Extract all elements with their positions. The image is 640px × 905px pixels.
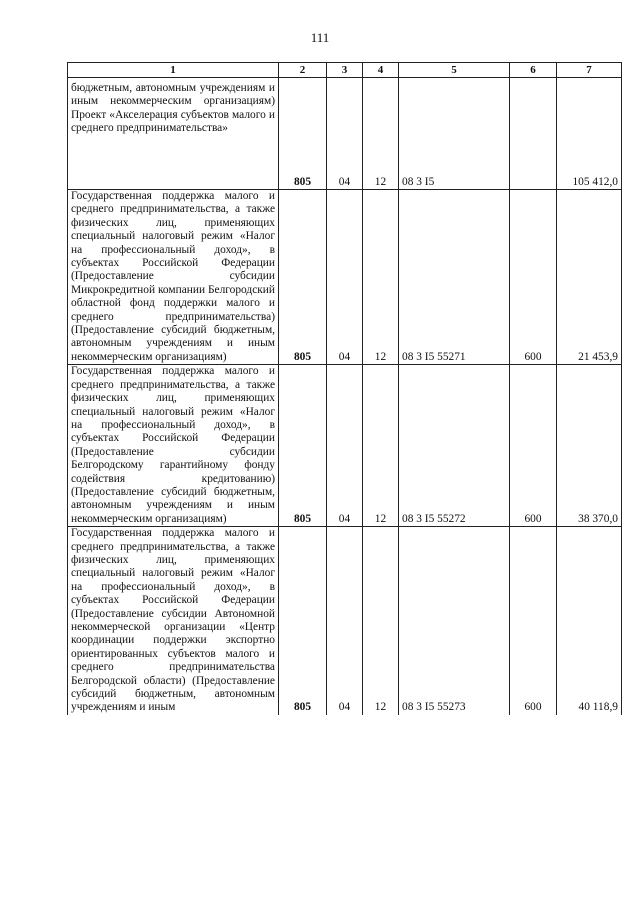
table-row xyxy=(68,78,622,190)
row-description: Государственная поддержка малого и среднего предпринимательства, а также физических лиц, применяющих специальный налоговый режим «Налог на профессиональный доход», в субъектах Российской Федерации (Предоставление субсидии Автономной некоммерческой организации «Центр координации поддержки экспортно ориентированных субъектов малого и среднего предпринимательства Белгородской области) (Предоставление субсидий бюджетным, автономным учреждениям и иным xyxy=(68,527,279,715)
target-article-code: 08 3 I5 55272 xyxy=(399,365,510,527)
column-header-6: 6 xyxy=(510,63,557,78)
target-article-code: 08 3 I5 55273 xyxy=(399,527,510,715)
section-code: 04 xyxy=(327,78,363,190)
column-header-3: 3 xyxy=(327,63,363,78)
table-row xyxy=(68,190,622,365)
row-description: Государственная поддержка малого и среднего предпринимательства, а также физических лиц, применяющих специальный налоговый режим «Налог на профессиональный доход», в субъектах Российской Федерации (Предоставление субсидии Белгородскому гарантийному фонду содействия кредитованию) (Предоставление субсидий бюджетным, автономным учреждениям и иным некоммерческим организациям) xyxy=(68,365,279,527)
column-header-2: 2 xyxy=(279,63,327,78)
expense-type-code: 600 xyxy=(510,527,557,715)
column-header-5: 5 xyxy=(399,63,510,78)
expense-type-code: 600 xyxy=(510,365,557,527)
department-code: 805 xyxy=(279,527,327,715)
column-header-4: 4 xyxy=(363,63,399,78)
header-row xyxy=(68,63,622,78)
subsection-code: 12 xyxy=(363,365,399,527)
department-code: 805 xyxy=(279,365,327,527)
section-code: 04 xyxy=(327,365,363,527)
amount: 21 453,9 xyxy=(557,190,622,365)
target-article-code: 08 3 I5 xyxy=(399,78,510,190)
table-row xyxy=(68,527,622,715)
expense-type-code xyxy=(510,78,557,190)
column-header-1: 1 xyxy=(68,63,279,78)
department-code: 805 xyxy=(279,190,327,365)
amount: 105 412,0 xyxy=(557,78,622,190)
subsection-code: 12 xyxy=(363,527,399,715)
subsection-code: 12 xyxy=(363,78,399,190)
row-description: Государственная поддержка малого и среднего предпринимательства, а также физических лиц, применяющих специальный налоговый режим «Налог на профессиональный доход», в субъектах Российской Федерации (Предоставление субсидии Микрокредитной компании Белгородский областной фонд поддержки малого и среднего предпринимательства) (Предоставление субсидий бюджетным, автономным учреждениям и иным некоммерческим организациям) xyxy=(68,190,279,365)
budget-table xyxy=(67,62,622,715)
section-code: 04 xyxy=(327,190,363,365)
department-code: 805 xyxy=(279,78,327,190)
subsection-code: 12 xyxy=(363,190,399,365)
table-row xyxy=(68,365,622,527)
page-number: 111 xyxy=(310,30,330,45)
amount: 38 370,0 xyxy=(557,365,622,527)
amount: 40 118,9 xyxy=(557,527,622,715)
target-article-code: 08 3 I5 55271 xyxy=(399,190,510,365)
expense-type-code: 600 xyxy=(510,190,557,365)
column-header-7: 7 xyxy=(557,63,622,78)
section-code: 04 xyxy=(327,527,363,715)
row-description: бюджетным, автономным учреждениям и иным некоммерческим организациям) Проект «Акселерация субъектов малого и среднего предпринимательства» xyxy=(68,78,279,190)
